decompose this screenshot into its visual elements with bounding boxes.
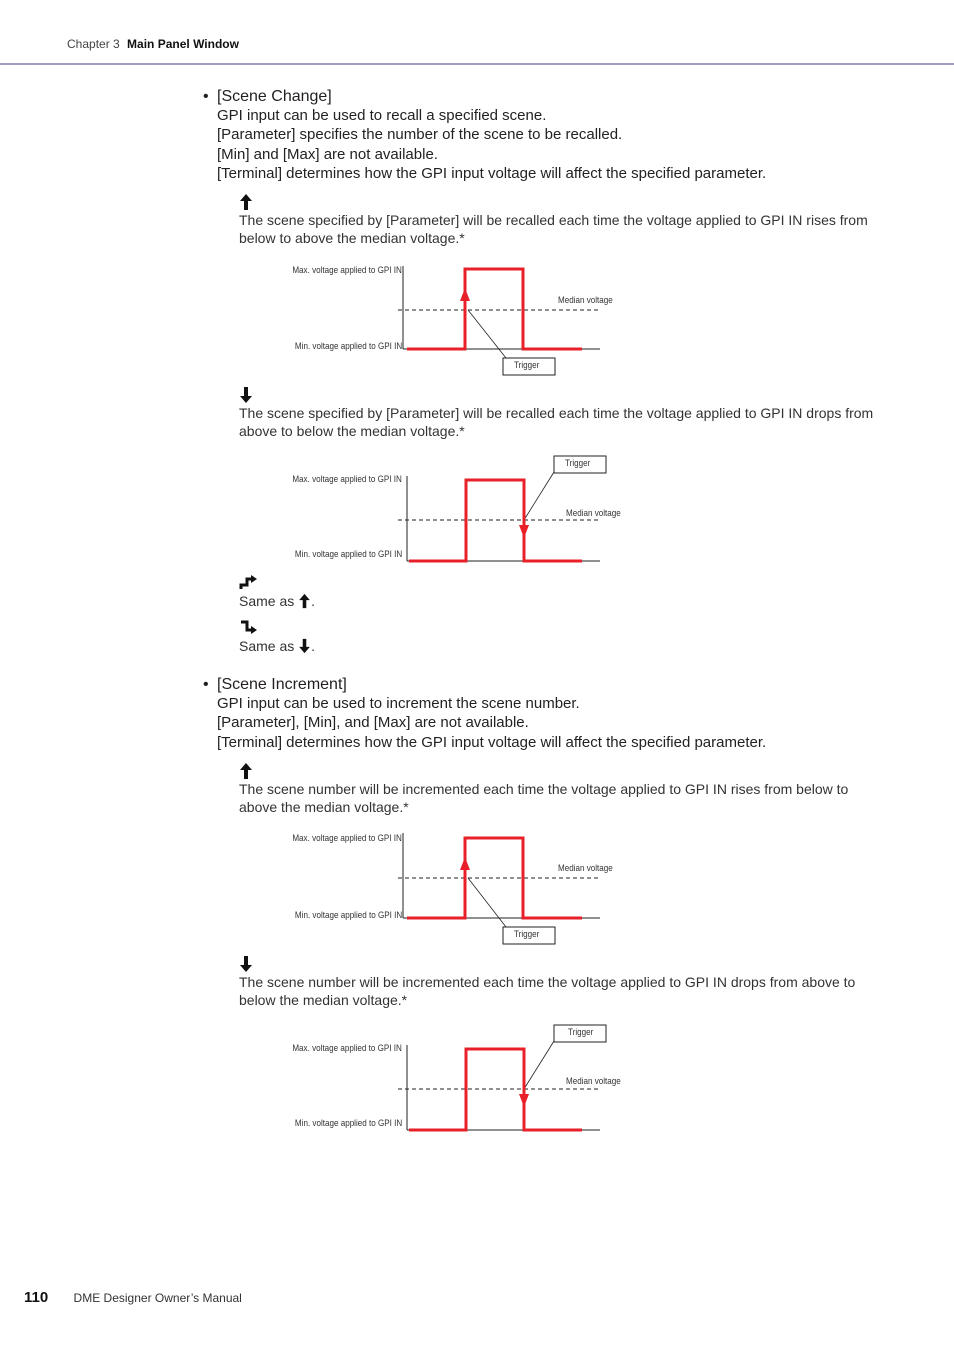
rising-edge-diagram: [270, 258, 640, 388]
min-voltage-label: Min. voltage applied to GPI IN: [294, 341, 402, 352]
median-voltage-label: Median voltage: [566, 508, 621, 519]
description-line: [Parameter] specifies the number of the scene to be recalled.: [217, 126, 623, 144]
chapter-label: Chapter 3: [67, 37, 120, 51]
max-voltage-label: Max. voltage applied to GPI IN: [292, 833, 402, 844]
arrow-down-icon: [298, 638, 311, 654]
description-line: [Terminal] determines how the GPI input voltage will affect the specified parameter.: [217, 164, 767, 182]
description-line: [Terminal] determines how the GPI input voltage will affect the specified parameter.: [217, 733, 767, 751]
trigger-label: Trigger: [565, 458, 591, 469]
rise-trigger-description: The scene specified by [Parameter] will be recalled each time the voltage applied to GPI IN rises from below to above the median voltage.*: [239, 193, 889, 247]
max-voltage-label: Max. voltage applied to GPI IN: [292, 265, 402, 276]
description-line: GPI input can be used to recall a specified scene.: [217, 107, 547, 124]
scene-increment-section: [203, 675, 923, 752]
rising-edge-diagram: [270, 827, 640, 957]
median-voltage-label: Median voltage: [558, 863, 613, 874]
arrow-up-icon: [298, 593, 311, 609]
section-title: [Scene Increment]: [217, 676, 347, 693]
voltage-waveform: [270, 258, 640, 388]
bullet-icon: •: [203, 88, 209, 105]
voltage-waveform: [270, 827, 640, 957]
arrow-down-icon: [239, 955, 253, 973]
page-number: 110: [24, 1289, 49, 1306]
bullet-icon: •: [203, 676, 209, 693]
chapter-title: Main Panel Window: [127, 37, 239, 51]
arrow-down-icon: [239, 386, 253, 404]
arrow-up-icon: [239, 193, 253, 211]
falling-edge-diagram: [270, 450, 640, 580]
trigger-label: Trigger: [514, 360, 540, 371]
step-up-arrow-icon: [239, 574, 259, 592]
step-down-arrow-icon: [239, 619, 259, 637]
scene-change-section: [203, 87, 923, 183]
falling-edge-diagram: [270, 1019, 640, 1149]
description-line: [Parameter], [Min], and [Max] are not available.: [217, 714, 529, 732]
manual-title: DME Designer Owner’s Manual: [73, 1291, 242, 1305]
median-voltage-label: Median voltage: [558, 295, 613, 306]
median-voltage-label: Median voltage: [566, 1076, 621, 1087]
min-voltage-label: Min. voltage applied to GPI IN: [294, 549, 402, 560]
fall-trigger-description: The scene specified by [Parameter] will be recalled each time the voltage applied to GPI IN drops from above to below the median voltage.*: [239, 386, 889, 440]
page-footer: [24, 1289, 242, 1306]
section-title: [Scene Change]: [217, 88, 332, 105]
max-voltage-label: Max. voltage applied to GPI IN: [292, 474, 402, 485]
description-line: [Min] and [Max] are not available.: [217, 145, 438, 163]
max-voltage-label: Max. voltage applied to GPI IN: [292, 1043, 402, 1054]
header-rule: [0, 63, 954, 65]
inverted-fall-description: Same as .: [239, 619, 889, 655]
min-voltage-label: Min. voltage applied to GPI IN: [294, 1118, 402, 1129]
page-header: [67, 37, 239, 51]
description-line: GPI input can be used to increment the scene number.: [217, 695, 580, 712]
inverted-rise-description: Same as .: [239, 574, 889, 610]
rise-trigger-description: The scene number will be incremented each time the voltage applied to GPI IN rises from below to above the median voltage.*: [239, 762, 889, 816]
arrow-up-icon: [239, 762, 253, 780]
min-voltage-label: Min. voltage applied to GPI IN: [294, 910, 402, 921]
fall-trigger-description: The scene number will be incremented each time the voltage applied to GPI IN drops from above to below the median voltage.*: [239, 955, 889, 1009]
trigger-label: Trigger: [568, 1027, 594, 1038]
trigger-label: Trigger: [514, 929, 540, 940]
